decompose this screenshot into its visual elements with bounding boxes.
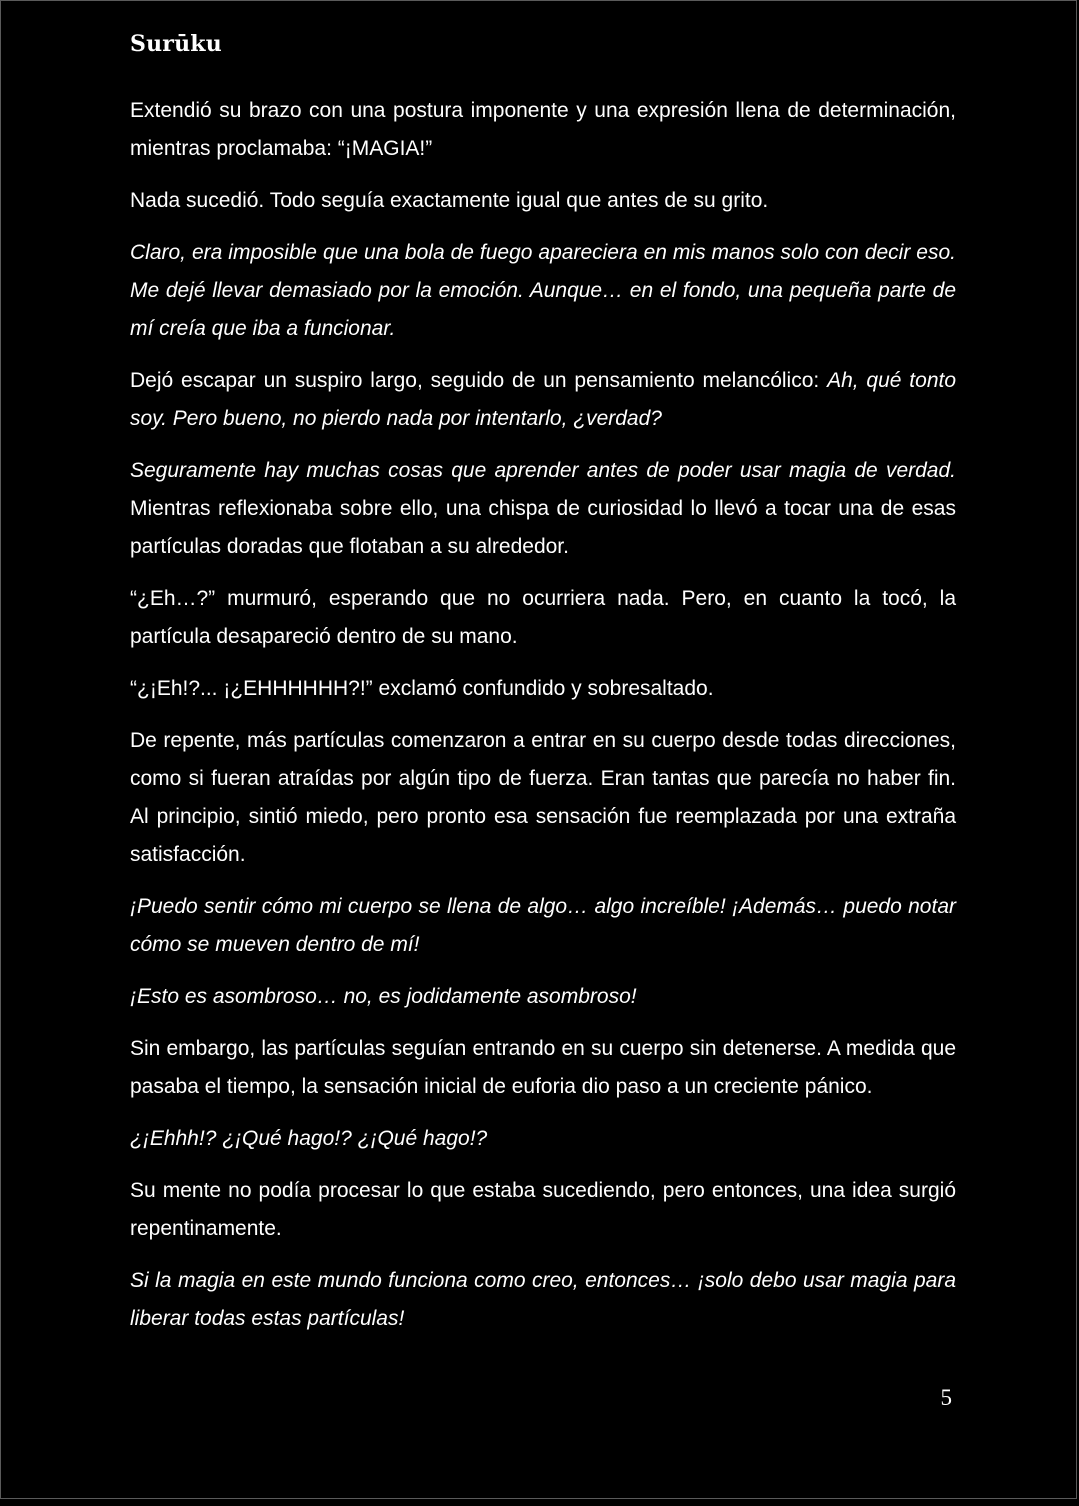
paragraph	[130, 452, 956, 566]
chapter-header: Surūku	[130, 31, 222, 57]
paragraph: Su mente no podía procesar lo que estaba sucediendo, pero entonces, una idea surgió repentinamente.	[130, 1179, 956, 1240]
thought-paragraph: ¡Esto es asombroso… no, es jodidamente asombroso!	[130, 985, 637, 1008]
paragraph: “¿Eh…?” murmuró, esperando que no ocurriera nada. Pero, en cuanto la tocó, la partícula desapareció dentro de su mano.	[130, 587, 956, 648]
thought-paragraph: Si la magia en este mundo funciona como creo, entonces… ¡solo debo usar magia para liberar todas estas partículas!	[130, 1269, 956, 1330]
page-number: 5	[940, 1385, 952, 1410]
thought-paragraph: ¿¡Ehhh!? ¿¡Qué hago!? ¿¡Qué hago!?	[130, 1127, 488, 1150]
narration-text: Mientras reflexionaba sobre ello, una chispa de curiosidad lo llevó a tocar una de esas partículas doradas que flotaban a su alrededor.	[130, 497, 956, 558]
thought-text: Seguramente hay muchas cosas que aprender antes de poder usar magia de verdad.	[130, 459, 956, 482]
body-text	[130, 92, 956, 1352]
thought-paragraph: Claro, era imposible que una bola de fuego apareciera en mis manos solo con decir eso. Me dejé llevar demasiado por la emoción. Aunque… en el fondo, una pequeña parte de mí creía que iba a funcionar.	[130, 241, 956, 340]
paragraph: Nada sucedió. Todo seguía exactamente igual que antes de su grito.	[130, 189, 769, 212]
paragraph: Sin embargo, las partículas seguían entrando en su cuerpo sin detenerse. A medida que pasaba el tiempo, la sensación inicial de euforia dio paso a un creciente pánico.	[130, 1037, 956, 1098]
paragraph	[130, 362, 956, 438]
paragraph: Extendió su brazo con una postura imponente y una expresión llena de determinación, mientras proclamaba: “¡MAGIA!”	[130, 99, 956, 160]
paragraph: De repente, más partículas comenzaron a entrar en su cuerpo desde todas direcciones, como si fueran atraídas por algún tipo de fuerza. Eran tantas que parecía no haber fin. Al principio, sintió miedo, pero pronto esa sensación fue reemplazada por una extraña satisfacción.	[130, 729, 956, 866]
paragraph: “¿¡Eh!?... ¡¿EHHHHHH?!” exclamó confundido y sobresaltado.	[130, 677, 714, 700]
thought-text: Ah, qué tonto soy. Pero bueno, no pierdo nada por intentarlo, ¿verdad?	[130, 369, 957, 430]
thought-paragraph: ¡Puedo sentir cómo mi cuerpo se llena de algo… algo increíble! ¡Además… puedo notar cómo se mueven dentro de mí!	[130, 895, 956, 956]
narration-text: Dejó escapar un suspiro largo, seguido de un pensamiento melancólico:	[130, 369, 828, 392]
